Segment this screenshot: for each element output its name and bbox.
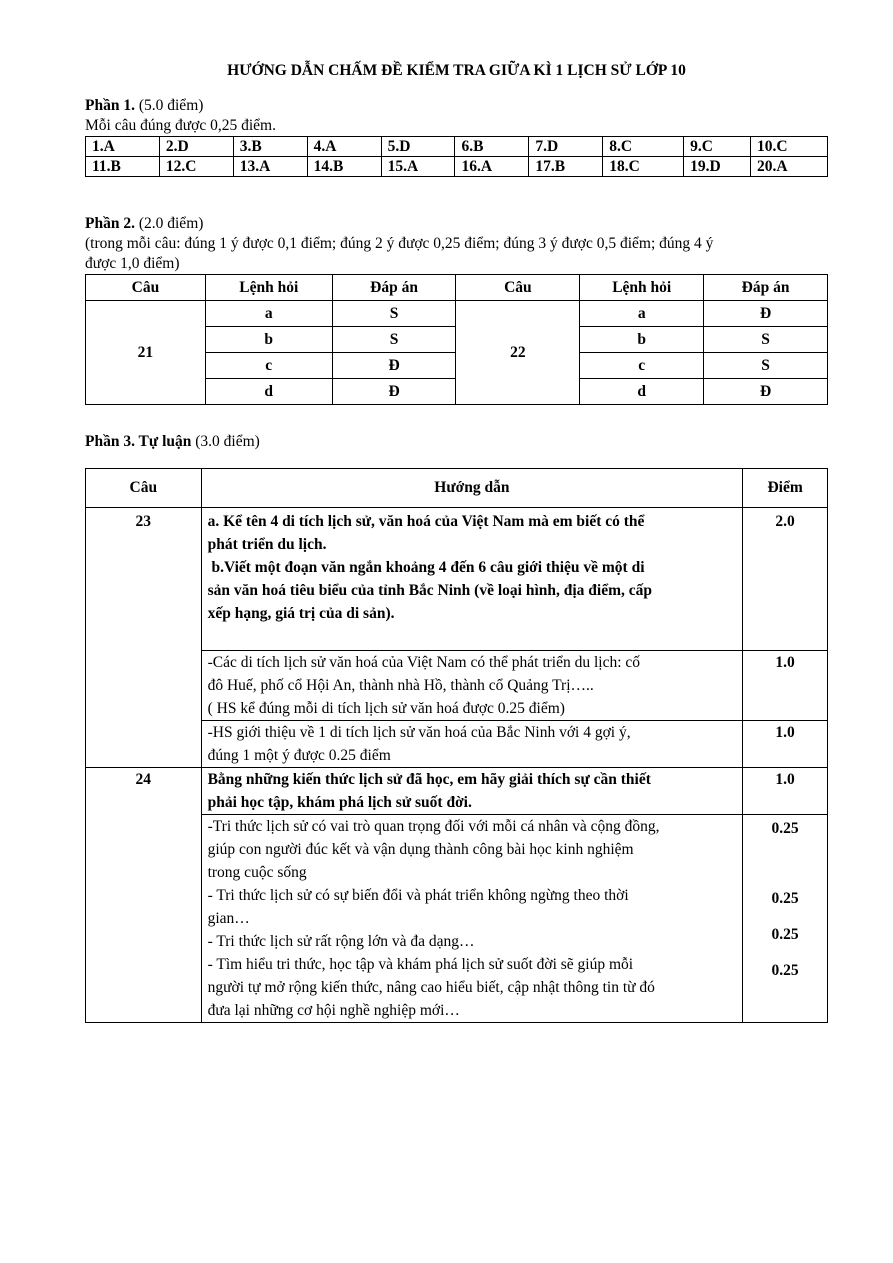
part2-note-line2: được 1,0 điểm)	[85, 255, 180, 272]
text-line: Bằng những kiến thức lịch sử đã học, em hãy giải thích sự cần thiết	[207, 771, 651, 788]
text-line: -Các di tích lịch sử văn hoá của Việt Nam có thể phát triển du lịch: cố	[207, 654, 641, 671]
part2-header-row	[86, 275, 828, 301]
text-line: ( HS kể đúng mỗi di tích lịch sử văn hoá được 0.25 điểm)	[207, 700, 565, 717]
text-line: b.Viết một đoạn văn ngắn khoảng 4 đến 6 câu giới thiệu về một di	[207, 559, 645, 576]
answer-cell: 14.B	[307, 157, 381, 177]
answer-cell: 2.D	[159, 137, 233, 157]
col-header-huong-dan: Hướng dẫn	[201, 469, 743, 508]
text-line: - Tìm hiểu tri thức, học tập và khám phá lịch sử suốt đời sẽ giúp mỗi	[207, 956, 634, 973]
part1-row-2	[86, 157, 828, 177]
item-answer: Đ	[704, 379, 828, 405]
answer-cell: 11.B	[86, 157, 160, 177]
item-letter: d	[580, 379, 704, 405]
answer-cell: 12.C	[159, 157, 233, 177]
col-header-cau: Câu	[456, 275, 580, 301]
col-header-dap-an: Đáp án	[704, 275, 828, 301]
part2-heading	[85, 214, 828, 234]
text-line: sản văn hoá tiêu biểu của tỉnh Bắc Ninh (về loại hình, địa điểm, cấp	[207, 582, 653, 599]
item-answer: S	[332, 301, 456, 327]
points-value: 1.0	[743, 721, 828, 768]
answer-cell: 9.C	[684, 137, 751, 157]
part1-note: Mỗi câu đúng được 0,25 điểm.	[85, 117, 276, 134]
text-line: xếp hạng, giá trị của di sản).	[207, 605, 395, 622]
text-line: phải học tập, khám phá lịch sử suốt đời.	[207, 794, 472, 811]
text-line: người tự mở rộng kiến thức, nâng cao hiểu biết, cập nhật thông tin từ đó	[207, 979, 655, 996]
table-row	[86, 768, 828, 815]
text-line: phát triển du lịch.	[207, 536, 327, 553]
col-header-cau: Câu	[86, 469, 202, 508]
question-text	[201, 768, 743, 815]
points-value: 0.25	[771, 890, 799, 907]
item-letter: d	[205, 379, 332, 405]
answer-cell: 4.A	[307, 137, 381, 157]
points-value: 2.0	[743, 508, 828, 651]
item-answer: S	[704, 353, 828, 379]
points-value: 1.0	[743, 768, 828, 815]
part3-essay-table	[85, 468, 828, 1023]
points-value: 1.0	[743, 651, 828, 721]
table-row	[86, 301, 828, 327]
col-header-cau: Câu	[86, 275, 206, 301]
answer-cell: 10.C	[751, 137, 828, 157]
answer-cell: 19.D	[684, 157, 751, 177]
item-letter: b	[580, 327, 704, 353]
part2-label: Phần 2.	[85, 215, 135, 232]
points-value: 0.25	[771, 962, 799, 979]
question-number: 24	[86, 768, 202, 1023]
answer-cell: 17.B	[529, 157, 603, 177]
answer-cell: 13.A	[233, 157, 307, 177]
points-value: 0.25	[771, 926, 799, 943]
item-answer: S	[704, 327, 828, 353]
document-title: HƯỚNG DẪN CHẤM ĐỀ KIỂM TRA GIỮA KÌ 1 LỊCH SỬ LỚP 10	[227, 62, 686, 79]
table-row	[86, 508, 828, 651]
text-line: -Tri thức lịch sử có vai trò quan trọng đối với mỗi cá nhân và cộng đồng,	[207, 818, 660, 835]
part2-answer-table	[85, 274, 828, 405]
item-letter: b	[205, 327, 332, 353]
item-letter: c	[205, 353, 332, 379]
answer-cell: 6.B	[455, 137, 529, 157]
answer-text	[201, 721, 743, 768]
answer-text	[201, 651, 743, 721]
answer-cell: 1.A	[86, 137, 160, 157]
item-answer: Đ	[704, 301, 828, 327]
answer-cell: 8.C	[603, 137, 684, 157]
col-header-lenh-hoi: Lệnh hỏi	[580, 275, 704, 301]
item-answer: S	[332, 327, 456, 353]
part1-answer-table	[85, 136, 828, 177]
part1-points: (5.0 điểm)	[138, 97, 204, 114]
text-line: - Tri thức lịch sử có sự biến đổi và phát triển không ngừng theo thời	[207, 887, 629, 904]
item-answer: Đ	[332, 353, 456, 379]
part3-header-row	[86, 469, 828, 508]
text-line: -HS giới thiệu về 1 di tích lịch sử văn hoá của Bắc Ninh với 4 gợi ý,	[207, 724, 631, 741]
col-header-diem: Điểm	[743, 469, 828, 508]
item-letter: a	[580, 301, 704, 327]
part3-points: (3.0 điểm)	[195, 433, 260, 450]
points-column	[743, 815, 828, 1023]
part1-heading	[85, 96, 828, 116]
item-answer: Đ	[332, 379, 456, 405]
text-line: đúng 1 một ý được 0.25 điểm	[207, 747, 391, 764]
answer-cell: 16.A	[455, 157, 529, 177]
part3-heading	[85, 432, 828, 452]
text-line: giúp con người đúc kết và vận dụng thành công bài học kinh nghiệm	[207, 841, 634, 858]
text-line: đưa lại những cơ hội nghề nghiệp mới…	[207, 1002, 460, 1019]
text-line: a. Kể tên 4 di tích lịch sử, văn hoá của Việt Nam mà em biết có thể	[207, 513, 645, 530]
answer-cell: 3.B	[233, 137, 307, 157]
part3-label: Phần 3. Tự luận	[85, 433, 192, 450]
text-line: đô Huế, phố cổ Hội An, thành nhà Hồ, thành cổ Quảng Trị…..	[207, 677, 594, 694]
part1-row-1	[86, 137, 828, 157]
answer-cell: 7.D	[529, 137, 603, 157]
part2-points: (2.0 điểm)	[138, 215, 204, 232]
question-number: 21	[86, 301, 206, 405]
question-number: 22	[456, 301, 580, 405]
question-text	[201, 508, 743, 651]
text-line: trong cuộc sống	[207, 864, 307, 881]
question-number: 23	[86, 508, 202, 768]
answer-cell: 18.C	[603, 157, 684, 177]
answer-cell: 5.D	[381, 137, 455, 157]
col-header-lenh-hoi: Lệnh hỏi	[205, 275, 332, 301]
answer-key-page	[85, 62, 828, 1023]
item-letter: a	[205, 301, 332, 327]
answer-cell: 20.A	[751, 157, 828, 177]
part1-label: Phần 1.	[85, 97, 135, 114]
answer-text	[201, 815, 743, 1023]
part2-note-line1: (trong mỗi câu: đúng 1 ý được 0,1 điểm; đúng 2 ý được 0,25 điểm; đúng 3 ý được 0,5 điểm; đúng 4 ý	[85, 235, 714, 252]
text-line: gian…	[207, 910, 250, 927]
text-line: - Tri thức lịch sử rất rộng lớn và đa dạng…	[207, 933, 475, 950]
col-header-dap-an: Đáp án	[332, 275, 456, 301]
answer-cell: 15.A	[381, 157, 455, 177]
points-value: 0.25	[771, 820, 799, 837]
item-letter: c	[580, 353, 704, 379]
